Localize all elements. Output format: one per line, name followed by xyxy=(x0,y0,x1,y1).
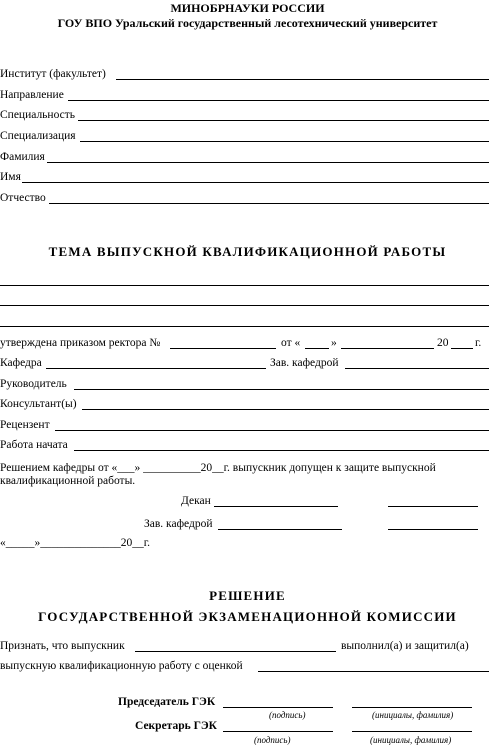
patronymic-label: Отчество xyxy=(0,192,46,204)
head-of-department-2-label: Зав. кафедрой xyxy=(144,518,213,530)
supervisor-line[interactable] xyxy=(74,389,489,390)
order-day-line[interactable] xyxy=(305,348,329,349)
work-started-label: Работа начата xyxy=(0,439,68,451)
secretary-initials-hint: (инициалы, фамилия) xyxy=(370,735,452,745)
secretary-label: Секретарь ГЭК xyxy=(135,720,218,732)
order-month-line[interactable] xyxy=(341,348,434,349)
university-title: ГОУ ВПО Уральский государственный лесотехнический университет xyxy=(57,16,438,30)
specialty-label: Специальность xyxy=(0,109,75,121)
head-signature-line[interactable] xyxy=(218,529,342,530)
direction-label: Направление xyxy=(0,89,64,101)
decision-text-line-1: Решением кафедры от «___» __________20__г. выпускник допущен к защите выпускной xyxy=(0,462,436,474)
order-number-line[interactable] xyxy=(170,348,276,349)
consultants-label: Консультант(ы) xyxy=(0,398,77,410)
thesis-topic-line-1[interactable] xyxy=(0,285,489,286)
head-name-line[interactable] xyxy=(388,529,478,530)
chairman-name-line[interactable] xyxy=(352,707,472,708)
commission-title-1: РЕШЕНИЕ xyxy=(209,588,286,603)
commission-title-2: ГОСУДАРСТВЕННОЙ ЭКЗАМЕНАЦИОННОЙ КОМИССИИ xyxy=(38,609,457,624)
chairman-signature-hint: (подпись) xyxy=(269,710,306,720)
secretary-name-line[interactable] xyxy=(352,731,472,732)
specialization-line[interactable] xyxy=(80,141,489,142)
reviewer-line[interactable] xyxy=(55,430,489,431)
department-line[interactable] xyxy=(46,368,266,369)
specialization-label: Специализация xyxy=(0,130,76,142)
grade-label: выпускную квалификационную работу с оценкой xyxy=(0,660,243,672)
consultants-line[interactable] xyxy=(82,409,489,410)
work-started-line[interactable] xyxy=(74,450,489,451)
order-year-line[interactable] xyxy=(451,348,473,349)
order-date-close: » xyxy=(331,337,337,349)
last-name-label: Фамилия xyxy=(0,151,45,163)
order-label: утверждена приказом ректора № xyxy=(0,337,161,349)
thesis-topic-line-3[interactable] xyxy=(0,326,489,327)
dean-name-line[interactable] xyxy=(388,506,478,507)
department-label: Кафедра xyxy=(0,357,42,369)
graduate-name-line[interactable] xyxy=(135,651,336,652)
direction-line[interactable] xyxy=(68,100,489,101)
institute-label: Институт (факультет) xyxy=(0,68,106,80)
dean-signature-line[interactable] xyxy=(214,506,338,507)
thesis-title: ТЕМА ВЫПУСКНОЙ КВАЛИФИКАЦИОННОЙ РАБОТЫ xyxy=(48,244,447,259)
secretary-signature-hint: (подпись) xyxy=(254,735,291,745)
recognize-label: Признать, что выпускник xyxy=(0,640,125,652)
head-of-department-label: Зав. кафедрой xyxy=(270,357,339,369)
first-name-line[interactable] xyxy=(22,182,489,183)
patronymic-line[interactable] xyxy=(49,203,489,204)
head-of-department-line[interactable] xyxy=(345,368,489,369)
dean-label: Декан xyxy=(181,495,211,507)
first-name-label: Имя xyxy=(0,171,21,183)
supervisor-label: Руководитель xyxy=(0,378,67,390)
completed-label: выполнил(а) и защитил(а) xyxy=(341,640,469,652)
order-year-prefix: 20 xyxy=(437,337,449,349)
last-name-line[interactable] xyxy=(47,162,489,163)
thesis-topic-line-2[interactable] xyxy=(0,305,489,306)
chairman-label: Председатель ГЭК xyxy=(118,696,216,708)
institute-line[interactable] xyxy=(116,79,489,80)
chairman-signature-line[interactable] xyxy=(223,707,333,708)
reviewer-label: Рецензент xyxy=(0,419,50,431)
chairman-initials-hint: (инициалы, фамилия) xyxy=(372,710,454,720)
decision-text-line-2: квалификационной работы. xyxy=(0,475,136,487)
decision-date: «_____»______________20__г. xyxy=(0,537,151,549)
ministry-title: МИНОБРНАУКИ РОССИИ xyxy=(170,1,325,15)
order-year-suffix: г. xyxy=(475,337,482,349)
grade-line[interactable] xyxy=(258,671,489,672)
order-date-open: от « xyxy=(281,337,301,349)
specialty-line[interactable] xyxy=(78,120,489,121)
secretary-signature-line[interactable] xyxy=(223,731,333,732)
